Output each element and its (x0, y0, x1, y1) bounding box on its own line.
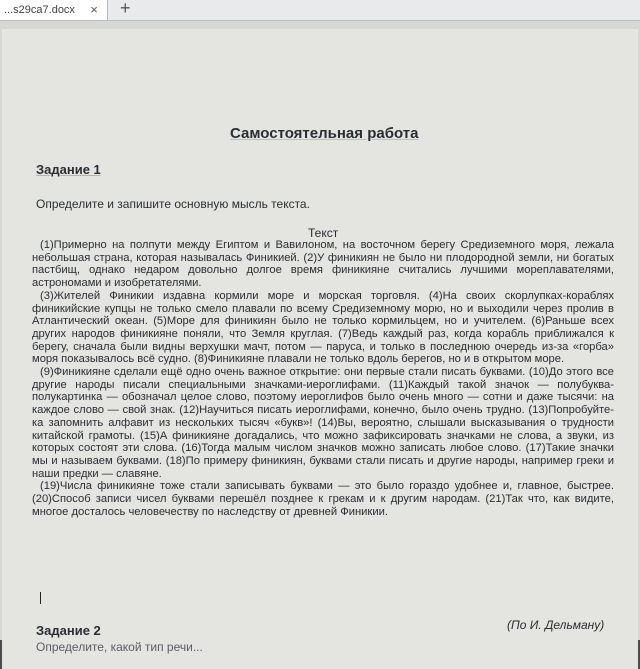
tab-bar (0, 0, 640, 21)
body-text (32, 239, 614, 518)
paragraph-4: (19)Числа финикияне тоже стали записывать буквами — это было гораздо удобнее и, главное, быстрее. (20)Способ записи чисел буквами перешёл позднее к грекам и к другим народам. (21)Так что, как видите, многое досталось человечеству по наследству от древней Финикии. (32, 480, 614, 518)
task2-instruction: Определите, какой тип речи... (36, 640, 203, 654)
text-heading: Текст (308, 226, 339, 240)
document-page[interactable] (2, 29, 638, 669)
paragraph-2: (3)Жителей Финикии издавна кормили море и морская торговля. (4)На своих скорлупках-кораблях финикийские купцы не только смело плавали по всему Средиземному морю, но и выходили через пролив в Атлантический океан. (5)Море для финикиян было не только кормильцем, но и учителем. (6)Раньше всех других народов финикияне поняли, что Земля круглая. (7)Ведь каждый раз, когда корабль приближался к берегу, сначала были видны верхушки мачт, потом — паруса, и только в последнюю очередь из-за «горба» моря показывалось всё судно. (8)Финикияне плавали не только вдоль берегов, но и в открытом море. (32, 289, 614, 366)
document-title: Самостоятельная работа (230, 125, 419, 142)
document-viewport[interactable] (0, 21, 640, 654)
task1-instruction: Определите и запишите основную мысль текста. (36, 197, 310, 211)
task2-heading: Задание 2 (36, 623, 101, 638)
paragraph-1: (1)Примерно на полпути между Египтом и Вавилоном, на восточном берегу Средиземного моря, лежала небольшая страна, которая называлась Финикией. (2)У финикиян не было ни плодородной земли, ни богатых пастбищ, однако недаром довольно долгое время финикияне считались лучшими мореплавателями, астрономами и изобретателями. (32, 239, 614, 290)
author-attribution: (По И. Дельману) (507, 618, 605, 632)
task1-heading: Задание 1 (36, 162, 101, 177)
new-tab-icon[interactable]: + (120, 0, 131, 18)
text-cursor (40, 592, 41, 604)
document-tab[interactable] (0, 0, 108, 20)
paragraph-3: (9)Финикияне сделали ещё одно очень важное открытие: они первые стали писать буквами. (10)До этого все другие народы писали специальными значками-иероглифами. (11)Каждый такой значок — полубуква-полукартинка — обозначал целое слово, поэтому иероглифов было очень много — сотни и даже тысячи: на каждое слово — свой знак. (12)Научиться писать иероглифами, конечно, было очень трудно. (13)Попробуйте-ка запомнить алфавит из нескольких тысяч «букв»! (14)Вы, вероятно, слышали высказывания о трудности китайской грамоты. (15)А финикияне догадались, что можно зафиксировать значками не слова, а звуки, из которых состоят эти слова. (16)Тогда малым числом значков можно записать любое слово. (17)Такие значки мы и называем буквами. (18)По примеру финикиян, буквами стали писать и другие народы, например греки и наши предки — славяне. (32, 366, 614, 480)
close-icon[interactable]: × (90, 2, 98, 17)
tab-filename: ...s29ca7.docx (4, 4, 75, 16)
